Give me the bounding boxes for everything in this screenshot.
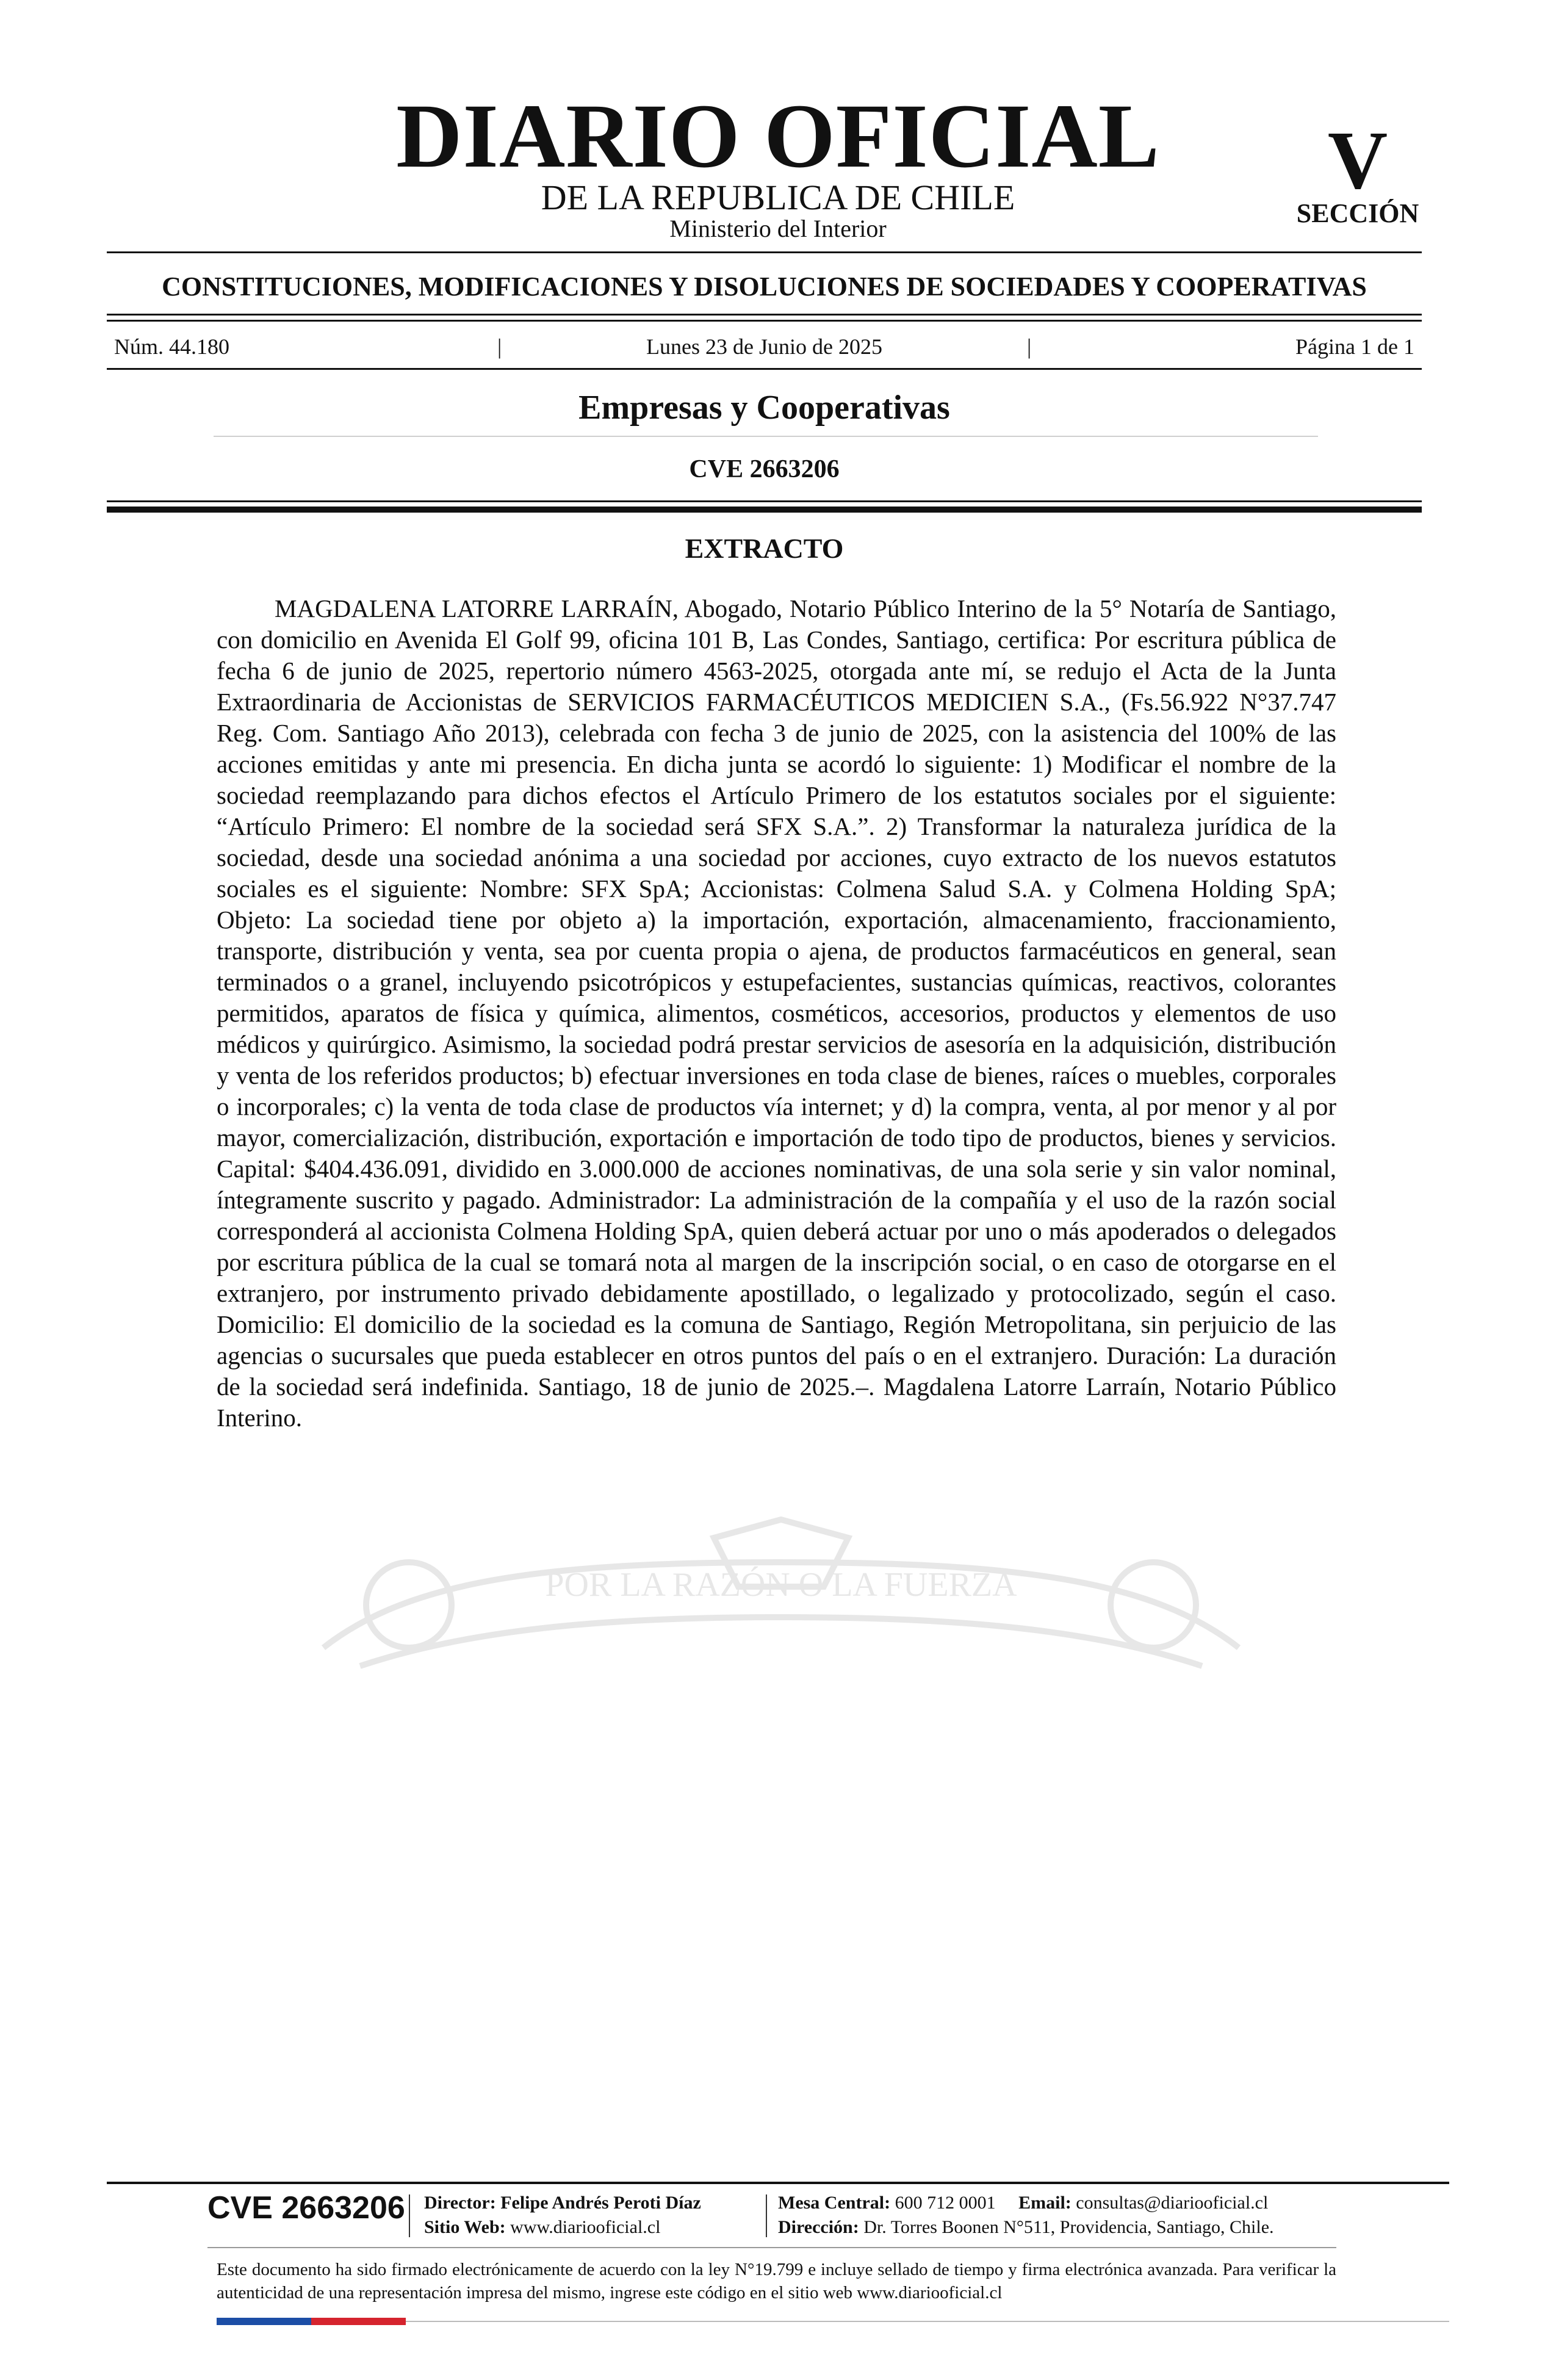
footer-divider [107,2182,1449,2184]
masthead-ministry: Ministerio del Interior [669,215,887,242]
section-letter: V [1327,115,1388,206]
footer-divider [207,2247,1336,2248]
issue-meta [107,336,1422,360]
email-link[interactable]: consultas@diariooficial.cl [1076,2193,1269,2213]
divider [107,314,1422,316]
category-heading: CONSTITUCIONES, MODIFICACIONES Y DISOLUCIONES DE SOCIEDADES Y COOPERATIVAS [162,272,1367,301]
footer-separator [409,2194,410,2237]
phone-value: 600 712 0001 [895,2193,996,2213]
divider [107,368,1422,370]
footer-contact-block [778,2191,1274,2240]
website-label: Sitio Web: [424,2217,506,2237]
footer-director-block [424,2191,701,2240]
email-label: Email: [1018,2193,1072,2213]
page-indicator: Página 1 de 1 [1295,334,1414,359]
address-value: Dr. Torres Boonen N°511, Providencia, Santiago, Chile. [863,2217,1274,2237]
divider [107,500,1422,502]
divider [107,507,1422,513]
masthead-title: DIARIO OFICIAL [396,85,1160,187]
coat-of-arms-watermark [287,1513,1275,1697]
watermark-motto: POR LA RAZÓN O LA FUERZA [545,1566,1017,1604]
footer-divider [406,2321,1449,2322]
divider [107,251,1422,253]
document-body: MAGDALENA LATORRE LARRAÍN, Abogado, Notario Público Interino de la 5° Notaría de Santiago, con domicilio en Avenida El Golf 99, oficina 101 B, Las Condes, Santiago, certifica: Por escritura pública de fecha 6 de junio de 2025, repertorio número 4563-2025, otorgada ante mí, se redujo el Acta de la Junta Extraordinaria de Accionistas de SERVICIOS FARMACÉUTICOS MEDICIEN S.A., (Fs.56.922 N°37.747 Reg. Com. Santiago Año 2013), celebrada con fecha 3 de junio de 2025, con la asistencia del 100% de las acciones emitidas y ante mi presencia. En dicha junta se acordó lo siguiente: 1) Modificar el nombre de la sociedad reemplazando para dichos efectos el Artículo Primero de los estatutos sociales por el siguiente: “Artículo Primero: El nombre de la sociedad será SFX S.A.”. 2) Transformar la naturaleza jurídica de la sociedad, desde una sociedad anónima a una sociedad por acciones, cuyo extracto de los nuevos estatutos sociales es el siguiente: Nombre: SFX SpA; Accionistas: Colmena Salud S.A. y Colmena Holding SpA; Objeto: La sociedad tiene por objeto a) la importación, exportación, almacenamiento, fraccionamiento, transporte, distribución y venta, sea por cuenta propia o ajena, de productos farmacéuticos en general, sean terminados o a granel, incluyendo psicotrópicos y estupefacientes, sustancias químicas, reactivos, colorantes permitidos, aparatos de física y química, alimentos, cosméticos, accesorios, productos y elementos de uso médicos y quirúrgico. Asimismo, la sociedad podrá prestar servicios de asesoría en la adquisición, distribución y venta de los referidos productos; b) efectuar inversiones en toda clase de bienes, raíces o muebles, corporales o incorporales; c) la venta de toda clase de productos vía internet; y d) la compra, venta, al por menor y al por mayor, comercialización, distribución, exportación e importación de todo tipo de productos, bienes y servicios. Capital: $404.436.091, dividido en 3.000.000 de acciones nominativas, de una sola serie y sin valor nominal, íntegramente suscrito y pagado. Administrador: La administración de la compañía y el uso de la razón social corresponderá al accionista Colmena Holding SpA, quien deberá actuar por uno o más apoderados o delegados por escritura pública de la cual se tomará nota al margen de la inscripción social, o en caso de otorgarse en el extranjero, por instrumento privado debidamente apostillado, o legalizado y protocolizado, según el caso. Domicilio: El domicilio de la sociedad es la comuna de Santiago, Región Metropolitana, sin perjuicio de las agencias o sucursales que pueda establecer en otros puntos del país o en el extranjero. Duración: La duración de la sociedad será indefinida. Santiago, 18 de junio de 2025.–. Magdalena Latorre Larraín, Notario Público Interino. [217,594,1336,1432]
footer-legal-notice: Este documento ha sido firmado electrónicamente de acuerdo con la ley N°19.799 e incluye sellado de tiempo y firma electrónica avanzada. Para verificar la autenticidad de una representación impresa del mismo, ingrese este código en el sitio web www.diariooficial.cl [217,2260,1336,2302]
meta-separator: | [497,334,502,359]
flag-stripe-red [311,2318,406,2325]
meta-separator: | [1027,334,1032,359]
address-label: Dirección: [778,2217,859,2237]
website-link[interactable]: www.diariooficial.cl [510,2217,661,2237]
section-word: SECCIÓN [1296,198,1419,228]
issue-number: Núm. 44.180 [114,334,229,359]
footer-cve-code: CVE 2663206 [207,2190,405,2226]
phone-label: Mesa Central: [778,2193,891,2213]
director-label: Director: [424,2193,496,2213]
divider [107,320,1422,322]
document-heading: EXTRACTO [685,533,844,564]
masthead-subtitle: DE LA REPUBLICA DE CHILE [541,178,1015,217]
divider [214,436,1318,437]
footer-separator [766,2194,767,2237]
section-name: Empresas y Cooperativas [578,389,950,427]
director-name: Felipe Andrés Peroti Díaz [500,2193,701,2213]
flag-stripe-blue [217,2318,311,2325]
issue-date: Lunes 23 de Junio de 2025 [646,334,882,359]
cve-code: CVE 2663206 [689,455,840,483]
